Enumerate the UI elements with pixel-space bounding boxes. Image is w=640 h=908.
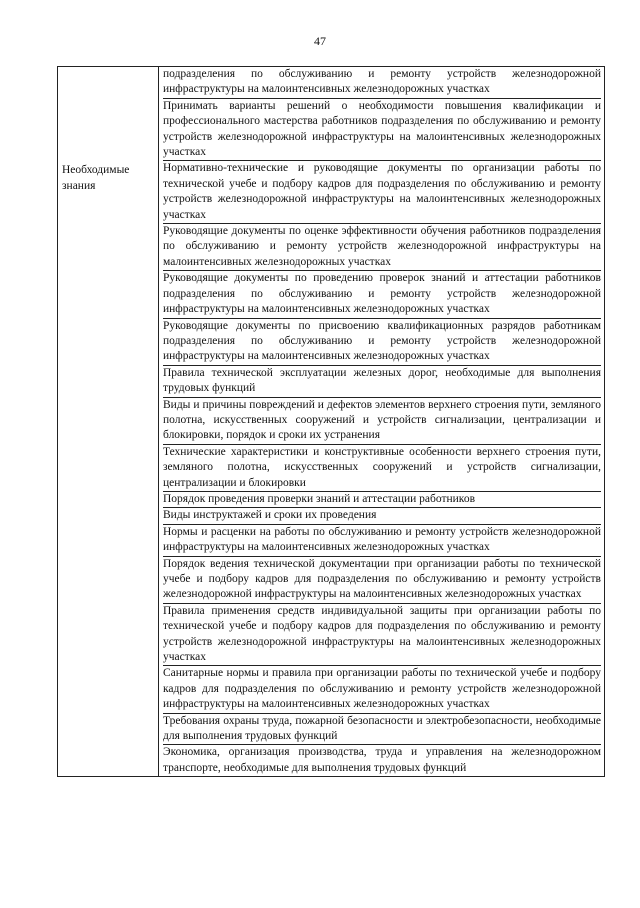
list-item: Виды и причины повреждений и дефектов элементов верхнего строения пути, земляного полотна, искусственных сооружений и устройств сигнализации, централизации и блокировки, порядок и сроки их устранения: [163, 398, 601, 445]
table-row-knowledge: [57, 161, 605, 777]
list-item: Руководящие документы по проведению проверок знаний и аттестации работников подразделения по обслуживанию и ремонту устройств железнодорожной инфраструктуры на малоинтенсивных железнодорожных участках: [163, 271, 601, 318]
list-item: Порядок ведения технической документации при организации работы по технической учебе и подбору кадров для подразделения по обслуживанию и ремонту устройств железнодорожной инфраструктуры на малоинтенсивных железнодорожных участках: [163, 557, 601, 604]
list-item: Правила применения средств индивидуальной защиты при организации работы по технической учебе и подбору кадров для подразделения по обслуживанию и ремонту устройств железнодорожной инфраструктуры на малоинтенсивных железнодорожных участках: [163, 604, 601, 667]
list-item: Санитарные нормы и правила при организации работы по технической учебе и подбору кадров для подразделения по обслуживанию и ремонту устройств железнодорожной инфраструктуры на малоинтенсивных железнодорожных участках: [163, 666, 601, 713]
continued-items-cell: [159, 67, 605, 161]
list-item: Руководящие документы по оценке эффективности обучения работников подразделения по обслуживанию и ремонту устройств железнодорожной инфраструктуры на малоинтенсивных железнодорожных участках: [163, 224, 601, 271]
knowledge-items-cell: [159, 161, 605, 777]
list-item: подразделения по обслуживанию и ремонту устройств железнодорожной инфраструктуры на малоинтенсивных железнодорожных участках: [163, 67, 601, 99]
skills-table: [57, 66, 605, 777]
list-item: Требования охраны труда, пожарной безопасности и электробезопасности, необходимые для выполнения трудовых функций: [163, 714, 601, 746]
list-item: Принимать варианты решений о необходимости повышения квалификации и профессионального мастерства работников подразделения по обслуживанию и ремонту устройств железнодорожной инфраструктуры на малоинтенсивных железнодорожных участках: [163, 99, 601, 162]
list-item: Виды инструктажей и сроки их проведения: [163, 508, 601, 524]
table-row-continued: [57, 67, 605, 161]
list-item: Экономика, организация производства, труда и управления на железнодорожном транспорте, необходимые для выполнения трудовых функций: [163, 746, 601, 774]
list-item: Правила технической эксплуатации железных дорог, необходимые для выполнения трудовых функций: [163, 366, 601, 398]
row-label-empty: [57, 67, 159, 161]
list-item: Порядок проведения проверки знаний и аттестации работников: [163, 492, 601, 508]
list-item: Нормативно-технические и руководящие документы по организации работы по технической учебе и подбору кадров для подразделения по обслуживанию и ремонту устройств железнодорожной инфраструктуры на малоинтенсивных железнодорожных участках: [163, 161, 601, 224]
list-item: Руководящие документы по присвоению квалификационных разрядов работникам подразделения по обслуживанию и ремонту устройств железнодорожной инфраструктуры на малоинтенсивных железнодорожных участках: [163, 319, 601, 366]
list-item: Технические характеристики и конструктивные особенности верхнего строения пути, земляного полотна, искусственных сооружений и устройств сигнализации, централизации и блокировки: [163, 445, 601, 492]
list-item: Нормы и расценки на работы по обслуживанию и ремонту устройств железнодорожной инфраструктуры на малоинтенсивных железнодорожных участках: [163, 525, 601, 557]
section-label: Необходимые знания: [57, 161, 159, 777]
page-number: 47: [314, 34, 326, 48]
